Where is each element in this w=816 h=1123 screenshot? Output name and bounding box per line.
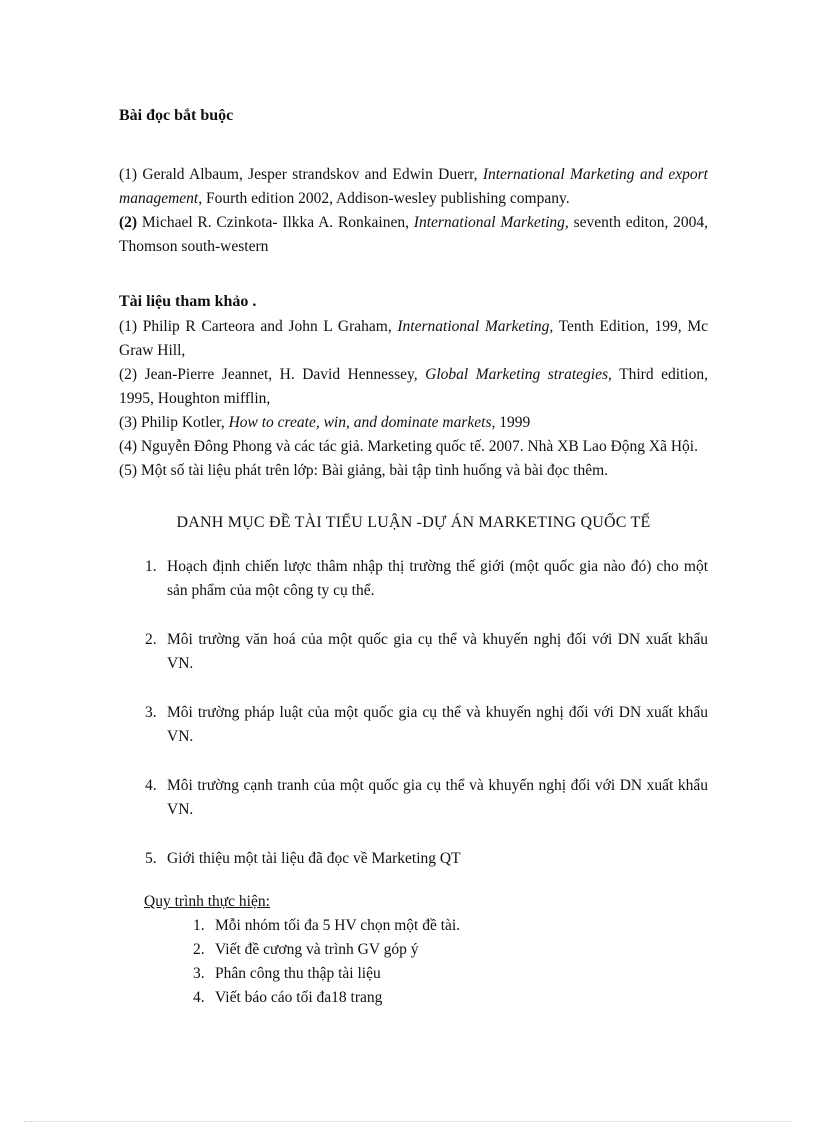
process-step: 2. Viết đề cương và trình GV góp ý <box>193 941 419 958</box>
reference-item: (4) Nguyễn Đông Phong và các tác giả. Marketing quốc tế. 2007. Nhà XB Lao Động Xã Hội. <box>119 438 698 455</box>
book-title: International Marketing and export management, <box>119 166 708 207</box>
process-step: 1. Mỗi nhóm tối đa 5 HV chọn một đề tài. <box>193 917 461 934</box>
process-step: 4. Viết báo cáo tối đa18 trang <box>193 989 383 1006</box>
topic-item: 3. Môi trường pháp luật của một quốc gia cụ thể và khuyến nghị đối với DN xuất khẩu VN. <box>145 704 708 745</box>
reference-item: (2) Jean-Pierre Jeannet, H. David Hennessey, Global Marketing strategies, Third edition, 1995, Houghton mifflin, <box>119 366 708 407</box>
topic-item: 2. Môi trường văn hoá của một quốc gia cụ thể và khuyến nghị đối với DN xuất khẩu VN. <box>145 631 708 672</box>
page-content <box>119 103 708 1010</box>
reference-item: (3) Philip Kotler, How to create, win, and dominate markets, 1999 <box>119 414 531 431</box>
book-title: International Marketing, <box>397 318 554 335</box>
references-heading: Tài liệu tham khảo . <box>119 293 257 310</box>
required-reading-item: (1) Gerald Albaum, Jesper strandskov and Edwin Duerr, International Marketing and export management, Fourth edition 2002, Addison-wesley publishing company. <box>119 166 708 207</box>
page-bottom-divider <box>24 1121 792 1122</box>
required-reading-heading: Bài đọc bắt buộc <box>119 107 234 124</box>
book-title: Global Marketing strategies, <box>425 366 612 383</box>
book-title: International Marketing, <box>413 214 569 231</box>
required-reading-item: (2) Michael R. Czinkota- Ilkka A. Ronkainen, International Marketing, seventh editon, 2004, Thomson south-western <box>119 214 709 255</box>
topic-item: 1. Hoạch định chiến lược thâm nhập thị trường thế giới (một quốc gia nào đó) cho một sản phẩm của một công ty cụ thể. <box>145 558 708 599</box>
process-title: Quy trình thực hiện: <box>144 893 270 910</box>
process-step: 3. Phân công thu thập tài liệu <box>193 965 381 982</box>
reference-item: (1) Philip R Carteora and John L Graham, International Marketing, Tenth Edition, 199, Mc Graw Hill, <box>119 318 708 359</box>
topics-list <box>119 555 708 871</box>
topics-title: DANH MỤC ĐỀ TÀI TIỂU LUẬN -DỰ ÁN MARKETING QUỐC TẾ <box>176 514 651 531</box>
book-title: How to create, win, and dominate markets, <box>228 414 496 431</box>
topic-item: 4. Môi trường cạnh tranh của một quốc gia cụ thể và khuyến nghị đối với DN xuất khẩu VN. <box>145 777 708 818</box>
process-steps-list <box>119 914 708 1010</box>
topic-item: 5. Giới thiệu một tài liệu đã đọc về Marketing QT <box>145 850 461 867</box>
reference-item: (5) Một số tài liệu phát trên lớp: Bài giảng, bài tập tình huống và bài đọc thêm. <box>119 462 609 479</box>
